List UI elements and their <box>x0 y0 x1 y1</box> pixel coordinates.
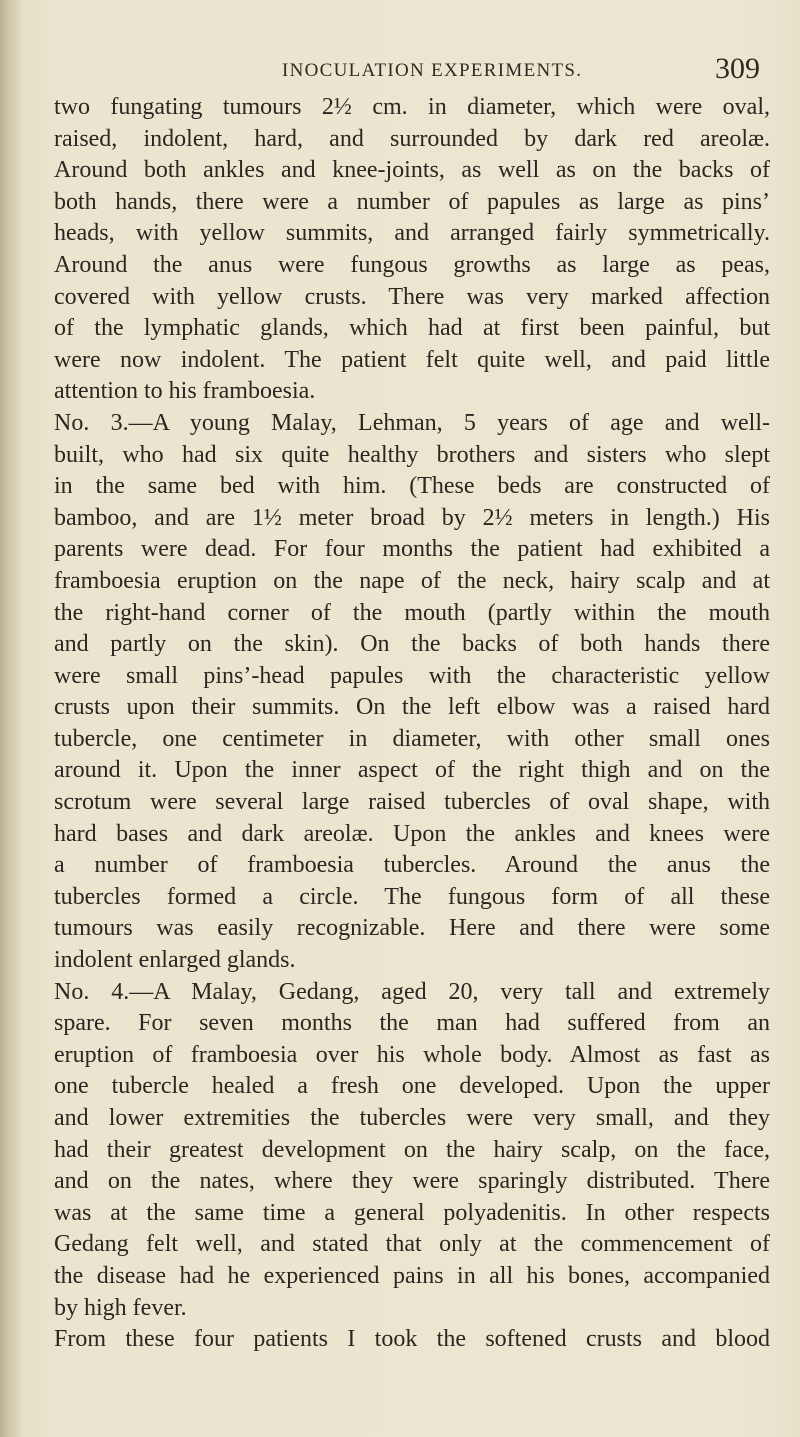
running-title: INOCULATION EXPERIMENTS. <box>282 60 583 81</box>
text-line: From these four patients I took the softened crusts and blood <box>54 1326 770 1353</box>
text-line: raised, indolent, hard, and surrounded by dark red areolæ. <box>54 125 770 152</box>
text-line: Around the anus were fungous growths as large as peas, <box>54 251 770 278</box>
text-line: in the same bed with him. (These beds are constructed of <box>54 473 770 500</box>
text-line: tubercles formed a circle. The fungous form of all these <box>54 883 770 910</box>
text-line: Around both ankles and knee-joints, as well as on the backs of <box>54 157 770 184</box>
text-line: around it. Upon the inner aspect of the right thigh and on the <box>54 757 770 784</box>
text-line: and on the nates, where they were sparingly distributed. There <box>54 1168 770 1195</box>
text-line: framboesia eruption on the nape of the neck, hairy scalp and at <box>54 567 770 594</box>
text-line: two fungating tumours 2½ cm. in diameter, which were oval, <box>54 94 770 120</box>
text-line: crusts upon their summits. On the left elbow was a raised hard <box>54 694 770 721</box>
text-line: by high fever. <box>54 1294 187 1321</box>
text-line: of the lymphatic glands, which had at first been painful, but <box>54 315 770 342</box>
text-line: built, who had six quite healthy brothers and sisters who slept <box>54 441 770 468</box>
text-line: eruption of framboesia over his whole body. Almost as fast as <box>54 1041 770 1068</box>
text-line: hard bases and dark areolæ. Upon the ankles and knees were <box>54 820 770 847</box>
text-line: indolent enlarged glands. <box>54 947 296 974</box>
text-line: tumours was easily recognizable. Here and there were some <box>54 915 770 942</box>
text-line: Gedang felt well, and stated that only at the commencement of <box>54 1231 770 1258</box>
text-line: No. 3.—A young Malay, Lehman, 5 years of age and well- <box>54 409 770 436</box>
text-line: scrotum were several large raised tubercles of oval shape, with <box>54 789 770 816</box>
text-line: bamboo, and are 1½ meter broad by 2½ meters in length.) His <box>54 504 770 531</box>
text-line: tubercle, one centimeter in diameter, with other small ones <box>54 725 770 752</box>
text-line: one tubercle healed a fresh one developed. Upon the upper <box>54 1073 770 1100</box>
text-line: and lower extremities the tubercles were very small, and they <box>54 1105 770 1131</box>
text-line: were now indolent. The patient felt quite well, and paid little <box>54 346 770 373</box>
text-line: was at the same time a general polyadenitis. In other respects <box>54 1199 770 1226</box>
text-line: No. 4.—A Malay, Gedang, aged 20, very tall and extremely <box>54 978 770 1005</box>
text-line: spare. For seven months the man had suffered from an <box>54 1010 770 1037</box>
text-line: covered with yellow crusts. There was very marked affection <box>54 283 770 310</box>
text-line: attention to his framboesia. <box>54 378 316 405</box>
page-header <box>0 8 800 85</box>
text-line: a number of framboesia tubercles. Around the anus the <box>54 852 770 879</box>
text-line: heads, with yellow summits, and arranged fairly symmetrically. <box>54 220 770 247</box>
text-line: were small pins’-head papules with the characteristic yellow <box>54 662 770 689</box>
text-line: had their greatest development on the hairy scalp, on the face, <box>54 1136 770 1163</box>
body-text <box>54 92 770 1356</box>
text-line: the disease had he experienced pains in all his bones, accompanied <box>54 1262 770 1289</box>
text-line: the right-hand corner of the mouth (partly within the mouth <box>54 599 770 626</box>
page-number: 309 <box>715 52 760 85</box>
binding-gutter <box>0 0 22 1437</box>
text-line: both hands, there were a number of papules as large as pins’ <box>54 188 770 215</box>
text-line: parents were dead. For four months the patient had exhibited a <box>54 536 770 563</box>
text-line: and partly on the skin). On the backs of both hands there <box>54 631 770 658</box>
